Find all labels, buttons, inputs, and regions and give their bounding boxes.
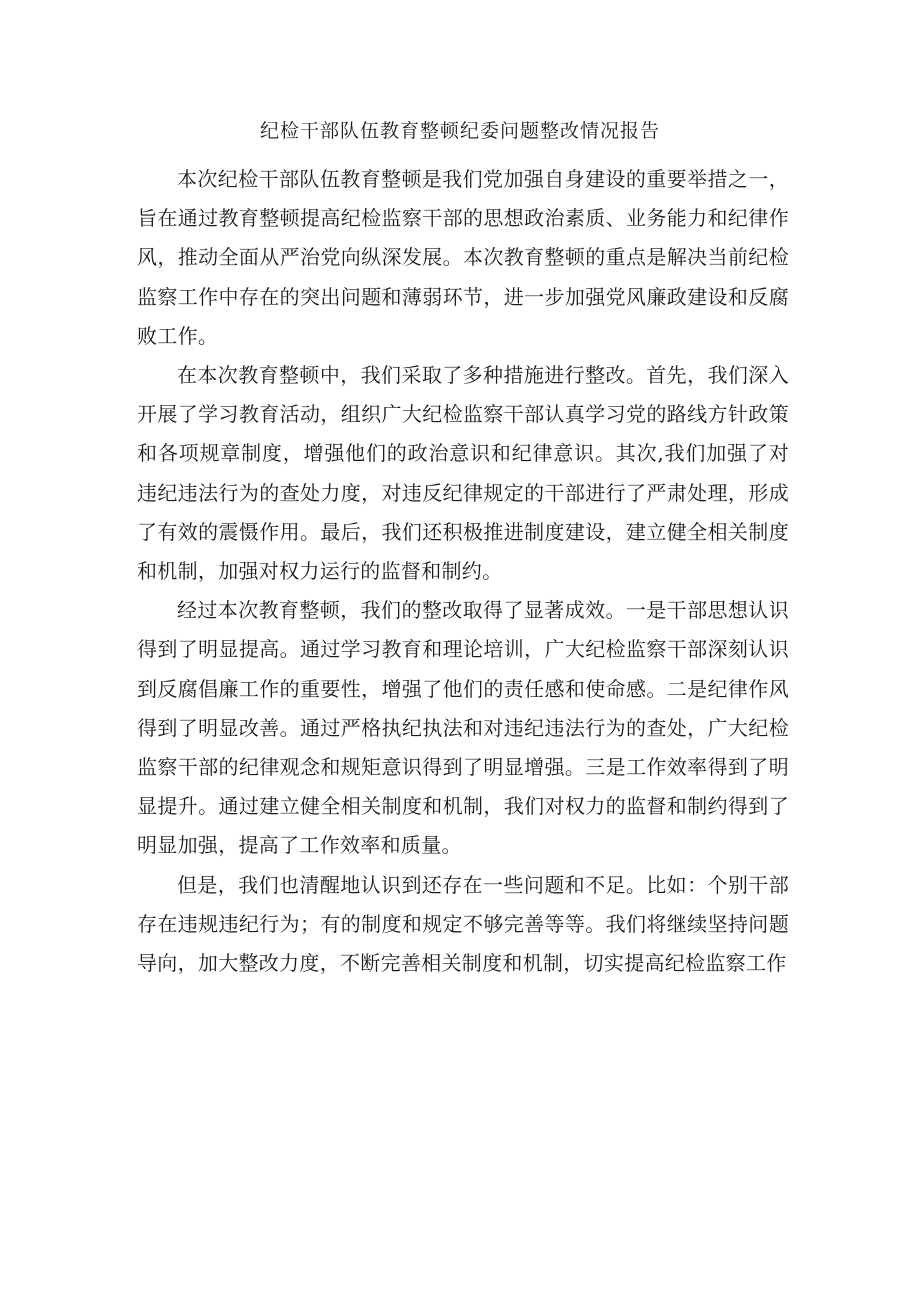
document-title: 纪检干部队伍教育整顿纪委问题整改情况报告 xyxy=(259,120,660,142)
paragraph-measures: 在本次教育整顿中，我们采取了多种措施进行整改。首先，我们深入开展了学习教育活动，组织广大纪检监察干部认真学习党的路线方针政策和各项规章制度，增强他们的政治意识和纪律意识。其次,我们加强了对违纪违法行为的查处力度，对违反纪律规定的干部进行了严肃处理，形成了有效的震慑作用。最后，我们还积极推进制度建设，建立健全相关制度和机制，加强对权力运行的监督和制约。 xyxy=(137,363,789,584)
document-body xyxy=(137,160,789,983)
paragraph-intro: 本次纪检干部队伍教育整顿是我们党加强自身建设的重要举措之一，旨在通过教育整顿提高纪检监察干部的思想政治素质、业务能力和纪律作风，推动全面从严治党向纵深发展。本次教育整顿的重点是解决当前纪检监察工作中存在的突出问题和薄弱环节，进一步加强党风廉政建设和反腐败工作。 xyxy=(137,167,789,348)
paragraph-problems: 但是，我们也清醒地认识到还存在一些问题和不足。比如：个别干部存在违规违纪行为；有的制度和规定不够完善等等。我们将继续坚持问题导向，加大整改力度，不断完善相关制度和机制，切实提高纪检监察工作 xyxy=(137,872,789,976)
paragraph-results: 经过本次教育整顿，我们的整改取得了显著成效。一是干部思想认识得到了明显提高。通过学习教育和理论培训，广大纪检监察干部深刻认识到反腐倡廉工作的重要性，增强了他们的责任感和使命感。二是纪律作风得到了明显改善。通过严格执纪执法和对违纪违法行为的查处，广大纪检监察干部的纪律观念和规矩意识得到了明显增强。三是工作效率得到了明显提升。通过建立健全相关制度和机制，我们对权力的监督和制约得到了明显加强，提高了工作效率和质量。 xyxy=(137,598,789,858)
